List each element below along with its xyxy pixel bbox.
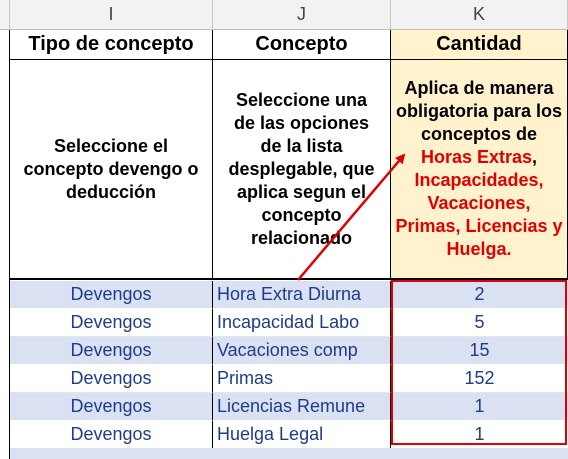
cell-concepto[interactable]: Incapacidad Labo [213,309,391,337]
column-header-k[interactable]: K [391,0,568,30]
description-cantidad-comma: , [532,147,538,167]
cell-cantidad[interactable]: 152 [391,365,568,393]
header-concepto[interactable]: Concepto [213,30,391,60]
cell-cantidad[interactable]: 5 [391,309,568,337]
cell-cantidad[interactable]: 1 [391,421,568,449]
description-cantidad-intro: Aplica de manera obligatoria para los conceptos de [395,78,563,144]
cell-concepto[interactable]: Primas [213,365,391,393]
header-tipo-de-concepto[interactable]: Tipo de concepto [10,30,213,60]
description-concepto-text: Seleccione una de las opciones de la lista desplegable, que aplica segun el concepto relacionado [228,89,375,248]
cell-cantidad[interactable]: 1 [391,393,568,421]
cell-concepto[interactable]: Vacaciones comp [213,337,391,365]
cell-tipo[interactable]: Devengos [10,365,213,393]
description-cantidad-horas-extras: Horas Extras [420,147,533,167]
cell-cantidad[interactable]: 2 [391,281,568,309]
cell-concepto[interactable]: Huelga Legal [213,421,391,449]
cell-tipo[interactable]: Devengos [10,281,213,309]
cell-tipo[interactable]: Devengos [10,309,213,337]
cell-tipo[interactable]: Devengos [10,337,213,365]
cell-concepto[interactable]: Hora Extra Diurna [213,281,391,309]
column-header-j[interactable]: J [213,0,391,30]
cell-cantidad[interactable]: 15 [391,337,568,365]
column-header-i[interactable]: I [10,0,213,30]
header-cantidad[interactable]: Cantidad [391,30,568,60]
cell-tipo[interactable]: Devengos [10,393,213,421]
cell-concepto[interactable]: Licencias Remune [213,393,391,421]
cell-tipo[interactable]: Devengos [10,421,213,449]
description-cantidad-other-concepts: Incapacidades, Vacaciones, Primas, Licencias y Huelga. [395,170,563,259]
description-tipo-text: Seleccione el concepto devengo o deducción [23,135,199,202]
